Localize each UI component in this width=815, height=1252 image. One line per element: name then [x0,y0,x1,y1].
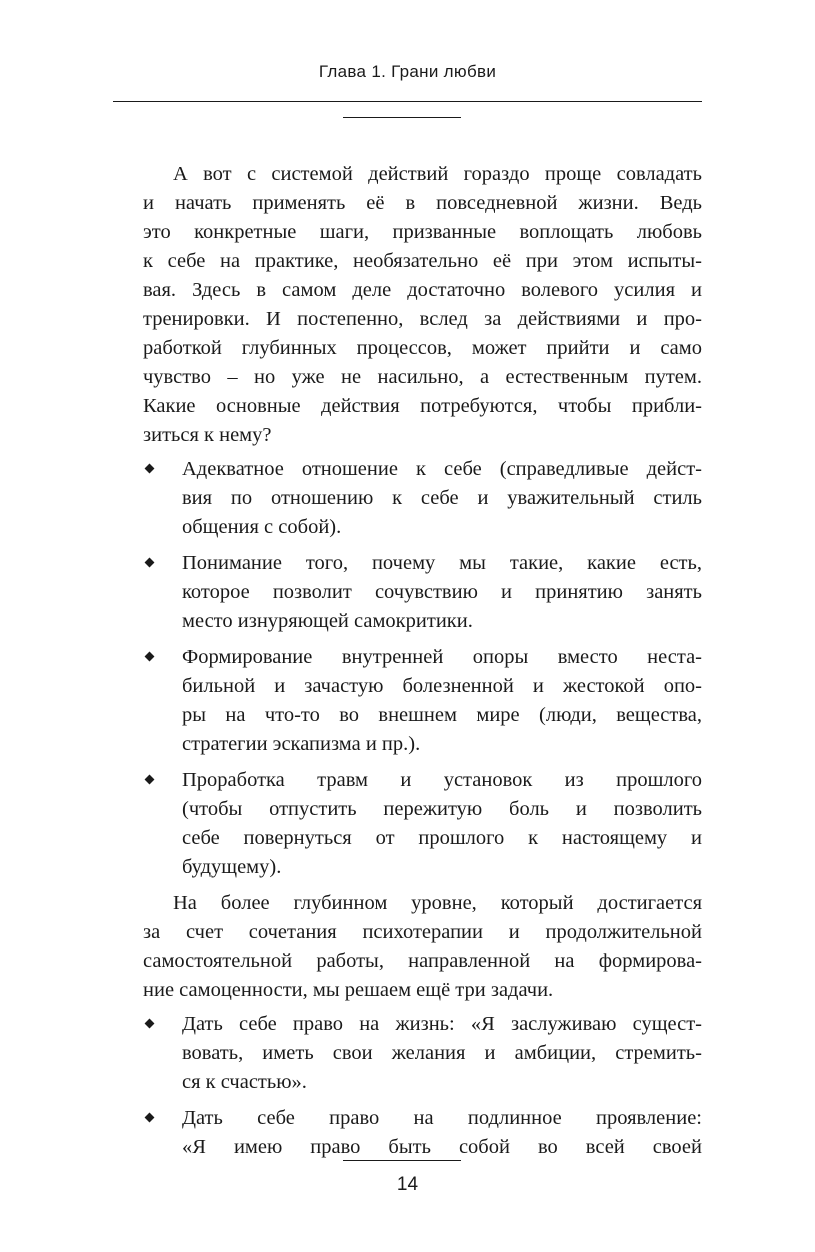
diamond-bullet-icon [145,775,155,785]
text-line: Проработка травм и установок из прошлого [182,769,702,791]
list-item [113,455,702,542]
body-text [113,160,702,1169]
diamond-bullet-icon [145,558,155,568]
text-line: ние самоценности, мы решаем ещё три задачи. [143,979,554,1001]
text-line: которое позволит сочувствию и принятию занять [182,581,702,603]
text-line: вая. Здесь в самом деле достаточно волевого усилия и [143,279,702,301]
text-line: стратегии эскапизма и пр.). [182,733,421,755]
text-line: за счет сочетания психотерапии и продолжительной [143,921,702,943]
text-line: и начать применять её в повседневной жизни. Ведь [143,192,702,214]
text-line: Дать себе право на жизнь: «Я заслуживаю сущест- [182,1013,702,1035]
diamond-bullet-icon [145,464,155,474]
list-item [113,643,702,759]
list-item [113,766,702,882]
text-line: ся к счастью». [182,1071,307,1093]
text-line: Адекватное отношение к себе (справедливые дейст- [182,458,702,480]
page-number: 14 [396,1174,419,1195]
running-header: Глава 1. Грани любви [318,62,497,81]
paragraph-1 [113,160,702,450]
text-line: Какие основные действия потребуются, чтобы прибли- [143,395,702,417]
text-line: себе повернуться от прошлого к настоящему и [182,827,702,849]
text-line: На более глубинном уровне, который достигается [173,892,702,914]
text-line: (чтобы отпустить пережитую боль и позволить [182,798,702,820]
text-line: самостоятельной работы, направленной на формирова- [143,950,702,972]
text-line: вия по отношению к себе и уважительный стиль [182,487,702,509]
diamond-bullet-icon [145,1113,155,1123]
tasks-list [113,1010,702,1162]
diamond-bullet-icon [145,652,155,662]
text-line: это конкретные шаги, призванные воплощать любовь [143,221,702,243]
text-line: Формирование внутренней опоры вместо неста- [182,646,702,668]
text-line: чувство – но уже не насильно, а естественным путем. [143,366,702,388]
text-line: бильной и зачастую болезненной и жестокой опо- [182,675,702,697]
text-line: тренировки. И постепенно, вслед за действиями и про- [143,308,702,330]
text-line: будущему). [182,856,282,878]
text-line: работкой глубинных процессов, может прийти и само [143,337,702,359]
text-line: «Я имею право быть собой во всей своей [182,1136,702,1158]
header-rule [113,101,702,102]
header-short-rule [343,117,461,118]
text-line: вовать, иметь свои желания и амбиции, стремить- [182,1042,702,1064]
list-item [113,1104,702,1162]
diamond-bullet-icon [145,1019,155,1029]
text-line: зиться к нему? [143,424,272,446]
text-line: общения с собой). [182,516,342,538]
text-line: Дать себе право на подлинное проявление: [182,1107,702,1129]
text-line: ры на что-то во внешнем мире (люди, вещества, [182,704,702,726]
actions-list [113,455,702,882]
list-item [113,1010,702,1097]
text-line: Понимание того, почему мы такие, какие есть, [182,552,702,574]
text-line: к себе на практике, необязательно её при этом испыты- [143,250,702,272]
text-line: А вот с системой действий гораздо проще совладать [173,163,702,185]
text-line: место изнуряющей самокритики. [182,610,473,632]
footer-rule [343,1160,461,1161]
list-item [113,549,702,636]
paragraph-2 [113,889,702,1005]
